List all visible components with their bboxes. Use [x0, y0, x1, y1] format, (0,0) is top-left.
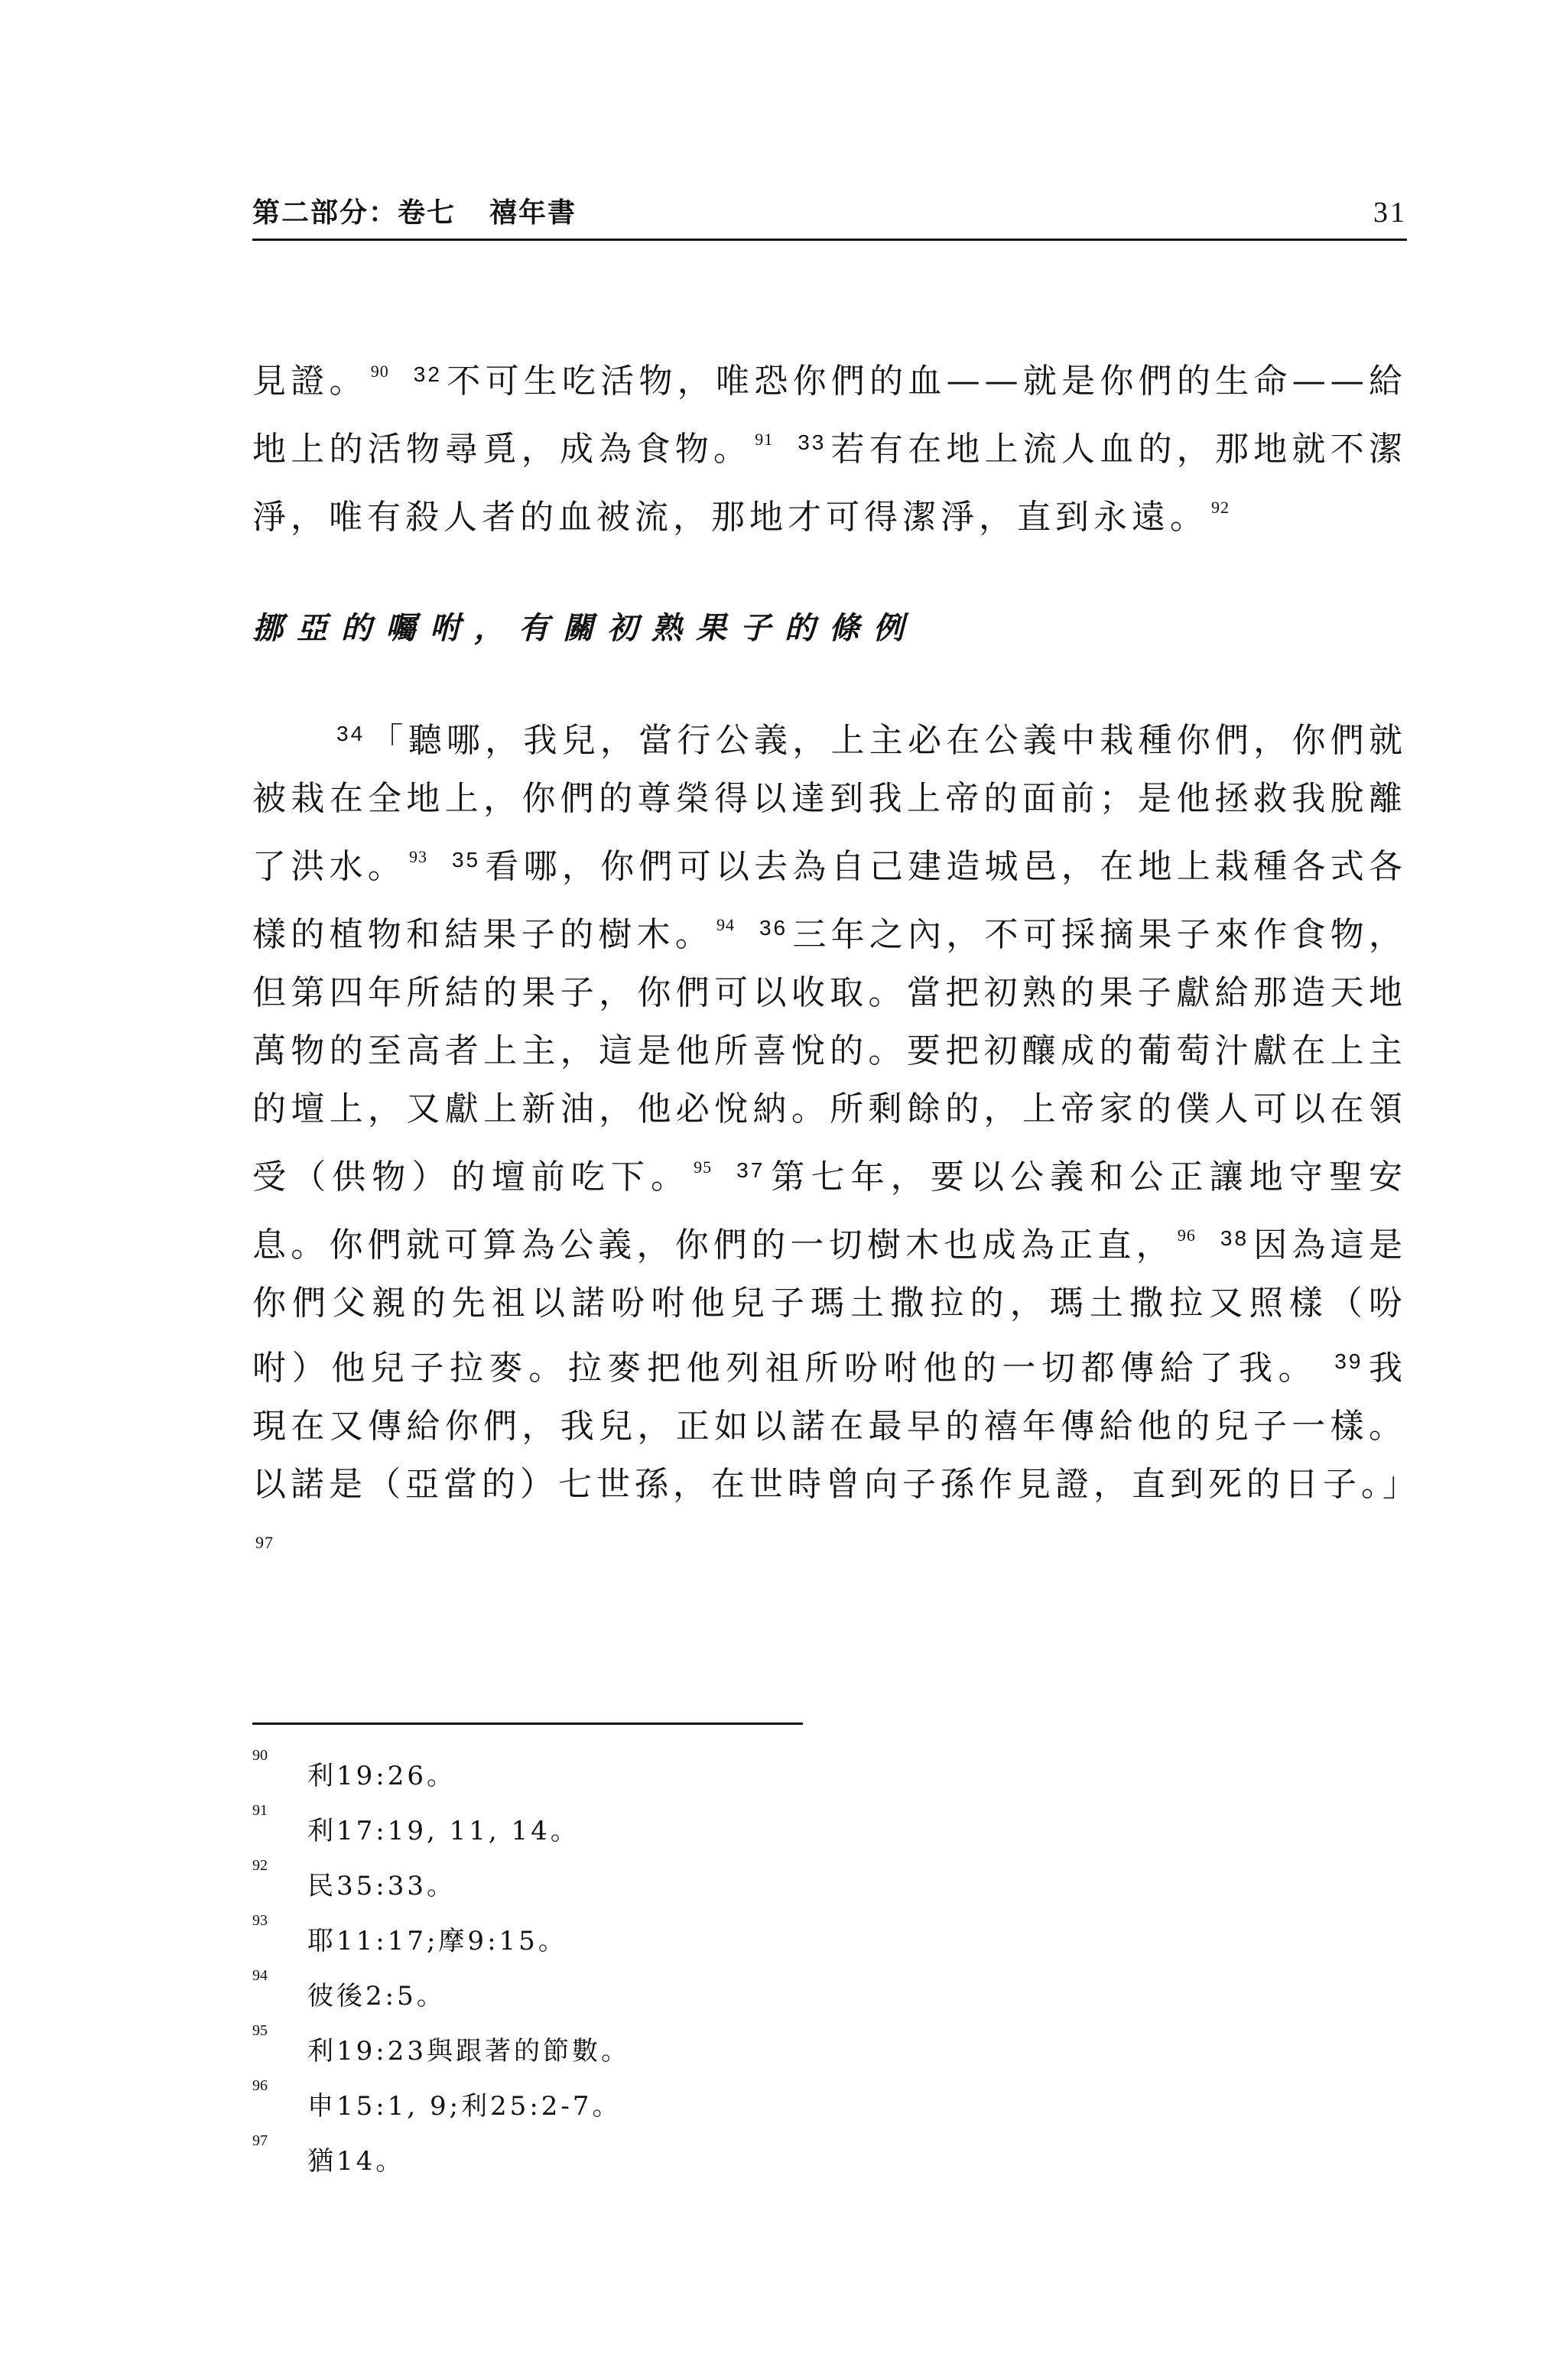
footnote-number: 90 — [252, 1747, 268, 1764]
footnote — [252, 1747, 1017, 1802]
footnote-text: 利19:26。 — [307, 1761, 456, 1791]
footnote-number: 93 — [252, 1912, 268, 1929]
footnote-text: 申15:1, 9;利25:2-7。 — [307, 2091, 622, 2122]
verse-number-38: 38 — [1220, 1226, 1249, 1250]
footnote — [252, 1802, 1017, 1857]
footnote-text: 耶11:17;摩9:15。 — [307, 1926, 567, 1956]
text-run: 因為這是你們父親的先祖以諾吩咐他兒子瑪土撒拉的，瑪土撒拉又照樣（吩咐）他兒子拉麥。拉麥把他列祖所吩咐他的一切都傳給了我。 — [252, 1226, 1408, 1388]
verse-number-36: 36 — [759, 916, 788, 940]
header-rule — [252, 239, 1407, 241]
footnote-number: 91 — [252, 1802, 268, 1819]
footnote-text: 利19:23與跟著的節數。 — [307, 2036, 630, 2067]
footnote — [252, 2022, 1017, 2077]
verse-number-32: 32 — [413, 362, 442, 386]
text-run: 若有在地上流人血的，那地就不潔淨，唯有殺人者的血被流，那地才可得潔淨，直到永遠。 — [252, 430, 1408, 537]
text-run: 第七年，要以公義和公正讓地守聖安息。你們就可算為公義，你們的一切樹木也成為正直， — [252, 1158, 1408, 1265]
footnote-ref-95: 95 — [694, 1158, 713, 1177]
footnote-ref-94: 94 — [716, 915, 735, 934]
header-part: 第二部分：卷七 — [252, 197, 456, 229]
footnote-number: 92 — [252, 1857, 268, 1874]
verse-number-34: 34 — [336, 722, 366, 745]
footnote-text: 利17:19, 11, 14。 — [307, 1816, 580, 1846]
footnote — [252, 1857, 1017, 1912]
text-run: 三年之內，不可採摘果子來作食物，但第四年所結的果子，你們可以收取。當把初熟的果子獻給那造天地萬物的至高者上主，這是他所喜悅的。要把初釀成的葡萄汁獻在上主的壇上，又獻上新油，他必悅納。所剩餘的，上帝家的僕人可以在領受（供物）的壇前吃下。 — [252, 915, 1408, 1196]
verse-number-33: 33 — [798, 430, 827, 454]
footnote-ref-90: 90 — [370, 362, 389, 381]
text-run: 我現在又傳給你們，我兒，正如以諾在最早的禧年傳給他的兒子一樣。以諾是（亞當的）七世孫，在世時曾向子孫作見證，直到死的日子。」 — [252, 1349, 1421, 1504]
footnote — [252, 2077, 1017, 2132]
footnote-ref-97: 97 — [255, 1533, 274, 1552]
paragraph-2 — [252, 705, 1421, 1582]
text-run: 看哪，你們可以去為自己建造城邑，在地上栽種各式各樣的植物和結果子的樹木。 — [252, 847, 1408, 954]
footnote-number: 95 — [252, 2022, 268, 2039]
verse-number-37: 37 — [736, 1158, 765, 1182]
page-number: 31 — [1373, 196, 1407, 229]
footnote-text: 民35:33。 — [307, 1871, 456, 1901]
footnote-rule — [252, 1722, 803, 1725]
paragraph-1 — [252, 343, 1407, 547]
running-header — [252, 191, 1407, 239]
footnotes-list — [252, 1747, 1017, 2187]
footnote-ref-92: 92 — [1211, 498, 1230, 517]
footnote — [252, 1912, 1017, 1967]
footnote-ref-91: 91 — [755, 430, 774, 449]
text-run: 見證。 — [252, 362, 368, 401]
verse-number-35: 35 — [451, 848, 481, 872]
footnote-ref-93: 93 — [408, 847, 427, 866]
header-book-title: 禧年書 — [489, 197, 577, 229]
footnote-text: 彼後2:5。 — [307, 1981, 446, 2011]
footnote-text: 猶14。 — [307, 2146, 405, 2177]
footnote-number: 97 — [252, 2132, 268, 2149]
footnote-ref-96: 96 — [1177, 1226, 1196, 1245]
text-run: 「聽哪，我兒，當行公義，上主必在公義中栽種你們，你們就被栽在全地上，你們的尊榮得以達到我上帝的面前；是他拯救我脫離了洪水。 — [252, 721, 1407, 886]
footnote — [252, 1967, 1017, 2022]
header-title — [252, 191, 577, 230]
footnote-number: 94 — [252, 1967, 268, 1984]
section-heading: 挪亞的囑咐，有關初熟果子的條例 — [252, 611, 918, 646]
text-run: 不可生吃活物，唯恐你們的血——就是你們的生命——給地上的活物尋覓，成為食物。 — [252, 362, 1408, 469]
verse-number-39: 39 — [1334, 1349, 1363, 1373]
footnote-number: 96 — [252, 2077, 268, 2094]
footnote — [252, 2132, 1017, 2187]
